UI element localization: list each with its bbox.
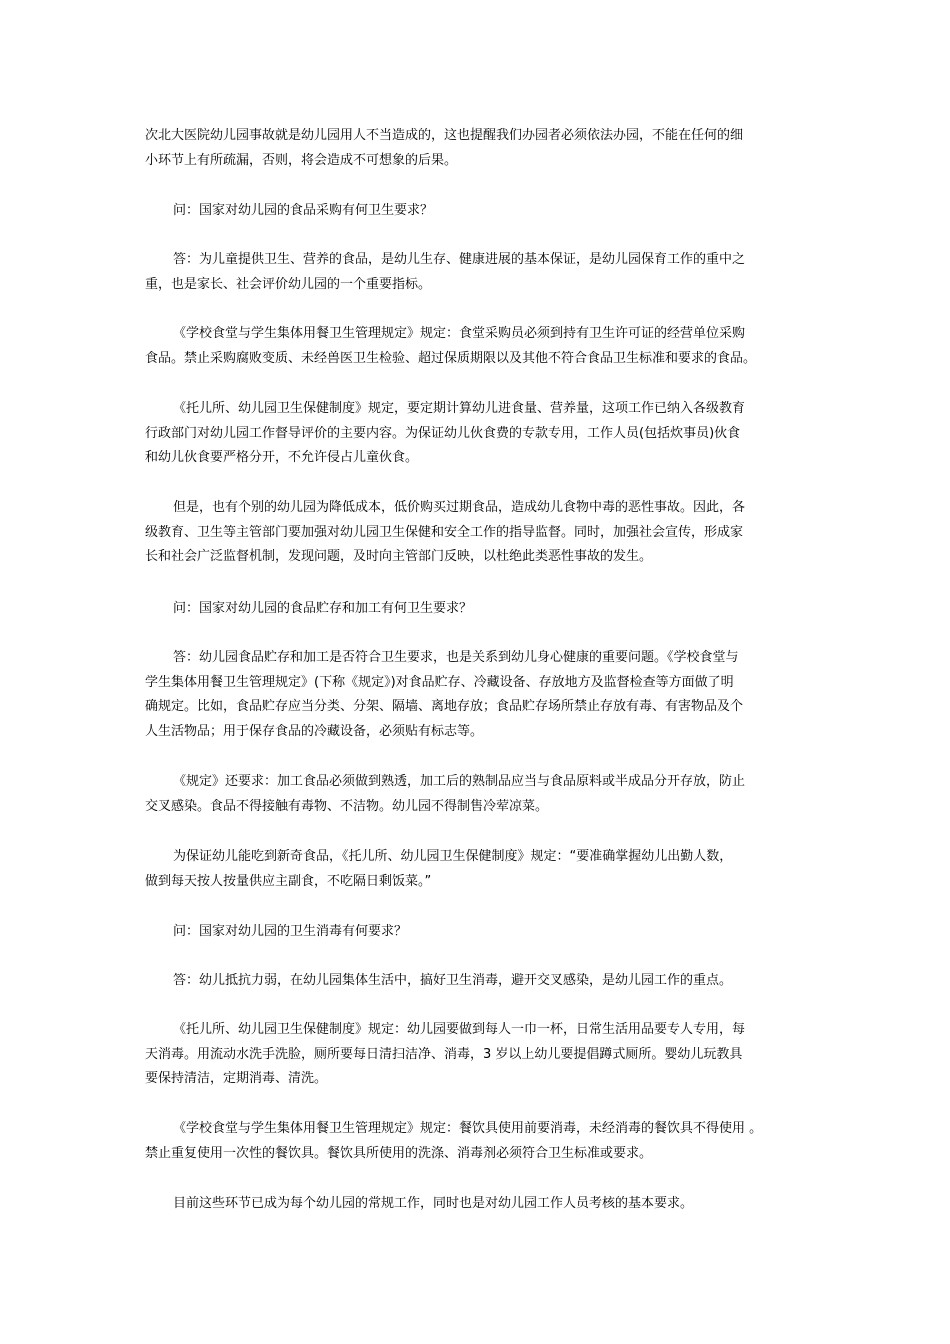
text-line: 问：国家对幼儿园的卫生消毒有何要求？ bbox=[173, 924, 408, 939]
text-line: 重，也是家长、社会评价幼儿园的一个重要指标。 bbox=[145, 276, 432, 292]
text-line: 《学校食堂与学生集体用餐卫生管理规定》规定：餐饮具使用前要消毒，未经消毒的餐饮具不得使用 。 bbox=[173, 1121, 763, 1136]
text-line: 学生集体用餐卫生管理规定》(下称《规定》)对食品贮存、冷藏设备、存放地方及监督检查等方面做了明 bbox=[145, 674, 734, 690]
text-line: 天消毒。用流动水洗手洗脸，厕所要每日清扫洁净、消毒，3 岁以上幼儿要提倡蹲式厕所。婴幼儿玩教具 bbox=[145, 1046, 743, 1062]
text-line: 为保证幼儿能吃到新奇食品，《托儿所、幼儿园卫生保健制度》规定：“要准确掌握幼儿出勤人数， bbox=[173, 849, 733, 864]
paragraph-daily-hygiene bbox=[145, 1018, 815, 1092]
text-line: 要保持清洁，定期消毒、清洗。 bbox=[145, 1071, 328, 1086]
text-line: 目前这些环节已成为每个幼儿园的常规工作，同时也是对幼儿园工作人员考核的基本要求。 bbox=[173, 1196, 694, 1211]
text-line: 《托儿所、幼儿园卫生保健制度》规定，要定期计算幼儿进食量、营养量，这项工作已纳入各级教育 bbox=[173, 401, 746, 416]
text-line: 行政部门对幼儿园工作督导评价的主要内容。为保证幼儿伙食费的专款专用，工作人员(包括炊事员)伙食 bbox=[145, 425, 741, 441]
question-disinfection bbox=[145, 920, 815, 945]
text-line: 次北大医院幼儿园事故就是幼儿园用人不当造成的，这也提醒我们办园者必须依法办园，不能在任何的细 bbox=[145, 128, 744, 143]
paragraph-tableware-disinfection bbox=[145, 1117, 815, 1166]
text-line: 答：幼儿园食品贮存和加工是否符合卫生要求，也是关系到幼儿身心健康的重要问题。《学校食堂与 bbox=[173, 650, 739, 665]
text-line: 小环节上有所疏漏，否则，将会造成不可想象的后果。 bbox=[145, 152, 458, 168]
paragraph-canteen-regulation bbox=[145, 322, 815, 371]
paragraph-conclusion bbox=[145, 1192, 815, 1217]
paragraph-supervision bbox=[145, 496, 815, 570]
paragraph-processing-rules bbox=[145, 770, 815, 819]
text-line: 和幼儿伙食要严格分开，不允许侵占儿童伙食。 bbox=[145, 450, 419, 465]
paragraph-intro bbox=[145, 124, 815, 173]
answer-disinfection bbox=[145, 969, 815, 994]
text-line: 人生活物品；用于保存食品的冷藏设备，必须贴有标志等。 bbox=[145, 723, 484, 739]
question-food-procurement bbox=[145, 199, 815, 224]
text-line: 《托儿所、幼儿园卫生保健制度》规定：幼儿园要做到每人一巾一杯，日常生活用品要专人专用，每 bbox=[173, 1022, 746, 1037]
text-line: 《学校食堂与学生集体用餐卫生管理规定》规定：食堂采购员必须到持有卫生许可证的经营单位采购 bbox=[173, 326, 746, 341]
text-line: 但是，也有个别的幼儿园为降低成本，低价购买过期食品，造成幼儿食物中毒的恶性事故。因此，各 bbox=[173, 500, 746, 515]
text-line: 问：国家对幼儿园的食品采购有何卫生要求？ bbox=[173, 203, 434, 218]
answer-food-storage bbox=[145, 646, 815, 744]
text-line: 做到每天按人按量供应主副食，不吃隔日剩饭菜。” bbox=[145, 873, 432, 889]
text-line: 答：为儿童提供卫生、营养的食品，是幼儿生存、健康进展的基本保证，是幼儿园保育工作的重中之 bbox=[173, 252, 746, 267]
text-line: 《规定》还要求：加工食品必须做到熟透，加工后的熟制品应当与食品原料或半成品分开存放，防止 bbox=[173, 774, 746, 789]
text-line: 禁止重复使用一次性的餐饮具。餐饮具所使用的洗涤、消毒剂必须符合卫生标准或要求。 bbox=[145, 1145, 653, 1161]
text-line: 级教育、卫生等主管部门要加强对幼儿园卫生保健和安全工作的指导监督。同时，加强社会宣传，形成家 bbox=[145, 524, 744, 540]
text-line: 长和社会广泛监督机制，发现问题，及时向主管部门反映，以杜绝此类恶性事故的发生。 bbox=[145, 549, 653, 564]
text-line: 交叉感染。食品不得接触有毒物、不洁物。幼儿园不得制售冷荤凉菜。 bbox=[145, 798, 549, 814]
text-line: 确规定。比如，食品贮存应当分类、分架、隔墙、离地存放；食品贮存场所禁止存放有毒、有害物品及个 bbox=[145, 699, 744, 714]
question-food-storage bbox=[145, 597, 815, 622]
answer-food-procurement bbox=[145, 248, 815, 297]
paragraph-fresh-food bbox=[145, 845, 815, 894]
text-line: 答：幼儿抵抗力弱，在幼儿园集体生活中，搞好卫生消毒，避开交叉感染，是幼儿园工作的重点。 bbox=[173, 973, 733, 988]
text-line: 问：国家对幼儿园的食品贮存和加工有何卫生要求？ bbox=[173, 601, 473, 616]
paragraph-health-system bbox=[145, 397, 815, 471]
text-line: 食品。禁止采购腐败变质、未经兽医卫生检验、超过保质期限以及其他不符合食品卫生标准和要求的食品。 bbox=[145, 350, 757, 366]
